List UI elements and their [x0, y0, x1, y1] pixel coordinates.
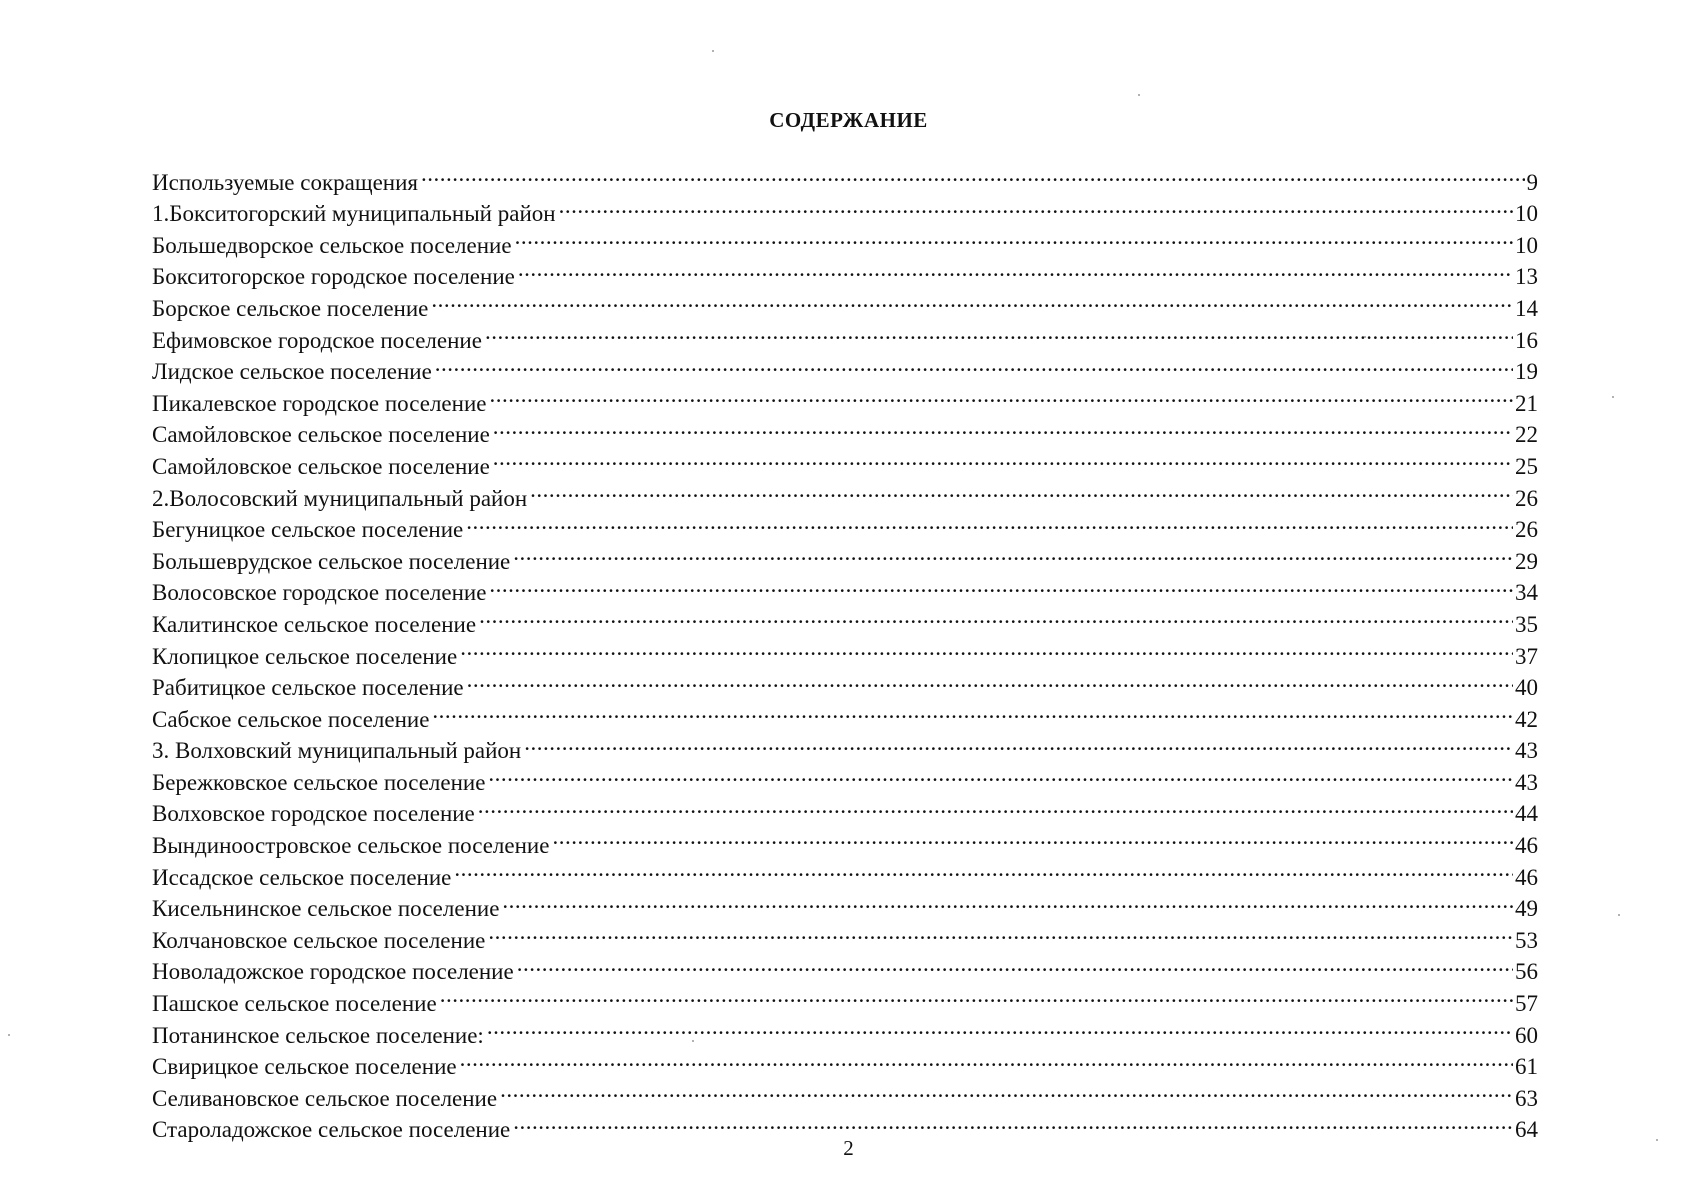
- toc-entry-title: Вындиноостровское сельское поселение: [152, 833, 550, 859]
- toc-entry-page: 26: [1515, 485, 1538, 511]
- toc-dot-leader: [485, 316, 1513, 348]
- toc-dot-leader: [479, 600, 1513, 632]
- toc-dot-leader: [524, 727, 1513, 759]
- toc-entry-title: Староладожское сельское поселение: [152, 1117, 511, 1143]
- toc-dot-leader: [488, 916, 1513, 948]
- toc-dot-leader: [467, 664, 1513, 696]
- toc-entry-page: 25: [1515, 453, 1538, 479]
- toc-entry-page: 46: [1515, 833, 1538, 859]
- toc-entry-title: Используемые сокращения: [152, 169, 418, 195]
- toc-entry-title: Большеврудское сельское поселение: [152, 548, 511, 574]
- toc-dot-leader: [493, 442, 1513, 474]
- toc-dot-leader: [435, 348, 1513, 380]
- toc-dot-leader: [460, 632, 1513, 664]
- toc-entry-title: Волосовское городское поселение: [152, 580, 487, 606]
- toc-dot-leader: [500, 1074, 1513, 1106]
- toc-entry-title: Лидское сельское поселение: [152, 359, 432, 385]
- toc-entry-page: 22: [1515, 422, 1538, 448]
- toc-dot-leader: [517, 948, 1513, 980]
- toc-dot-leader: [432, 695, 1513, 727]
- toc-entry[interactable]: [152, 158, 1538, 195]
- toc-entry-title: Селивановское сельское поселение: [152, 1085, 498, 1111]
- toc-dot-leader: [466, 506, 1513, 538]
- toc-dot-leader: [530, 474, 1513, 506]
- toc-entry-page: 43: [1515, 738, 1538, 764]
- toc-entry-page: 49: [1515, 896, 1538, 922]
- toc-dot-leader: [431, 284, 1513, 316]
- toc-dot-leader: [518, 253, 1513, 285]
- toc-entry-page: 10: [1515, 232, 1538, 258]
- toc-entry-page: 46: [1515, 864, 1538, 890]
- toc-dot-leader: [513, 537, 1513, 569]
- toc-dot-leader: [487, 1011, 1513, 1043]
- toc-entry-title: Сабское сельское поселение: [152, 706, 430, 732]
- toc-dot-leader: [440, 979, 1513, 1011]
- toc-entry-title: Бегуницкое сельское поселение: [152, 517, 464, 543]
- toc-entry-page: 10: [1515, 201, 1538, 227]
- scan-speck: [1612, 396, 1614, 398]
- toc-entry-page: 35: [1515, 611, 1538, 637]
- toc-dot-leader: [489, 569, 1513, 601]
- toc-entry-title: Колчановское сельское поселение: [152, 927, 486, 953]
- toc-entry-page: 37: [1515, 643, 1538, 669]
- scan-speck: [1138, 94, 1140, 96]
- toc-entry-page: 64: [1515, 1117, 1538, 1143]
- page-number: 2: [843, 1136, 854, 1160]
- toc-entry-title: Борское сельское поселение: [152, 295, 429, 321]
- toc-entry-title: Свирицкое сельское поселение: [152, 1054, 457, 1080]
- scan-speck: [692, 1040, 694, 1042]
- toc-entry-page: 26: [1515, 517, 1538, 543]
- toc-entry-page: 42: [1515, 706, 1538, 732]
- scan-speck: [8, 1034, 10, 1036]
- toc-entry-page: 63: [1515, 1085, 1538, 1111]
- toc-entry-page: 21: [1515, 390, 1538, 416]
- toc-entry-title: Самойловское сельское поселение: [152, 422, 490, 448]
- toc-dot-leader: [460, 1043, 1513, 1075]
- scan-speck: [1364, 336, 1366, 338]
- toc-entry-page: 57: [1515, 991, 1538, 1017]
- toc-dot-leader: [489, 379, 1513, 411]
- toc-entry-page: 9: [1526, 169, 1538, 195]
- toc-dot-leader: [513, 1106, 1513, 1138]
- toc-entry-page: 34: [1515, 580, 1538, 606]
- toc-entry-title: 2.Волосовский муниципальный район: [152, 485, 528, 511]
- toc-entry-title: Калитинское сельское поселение: [152, 611, 477, 637]
- toc-entry-title: Самойловское сельское поселение: [152, 453, 490, 479]
- toc-entry-page: 14: [1515, 295, 1538, 321]
- toc-dot-leader: [488, 758, 1513, 790]
- toc-dot-leader: [552, 821, 1513, 853]
- toc-dot-leader: [502, 885, 1513, 917]
- toc-entry-page: 19: [1515, 359, 1538, 385]
- toc-dot-leader: [493, 411, 1513, 443]
- toc-entry-title: Большедворское сельское поселение: [152, 232, 512, 258]
- toc-dot-leader: [515, 221, 1513, 253]
- toc-entry-title: Иссадское сельское поселение: [152, 864, 452, 890]
- toc-entry-title: Рабитицкое сельское поселение: [152, 675, 464, 701]
- page-title: СОДЕРЖАНИЕ: [769, 108, 928, 132]
- toc-entry-page: 60: [1515, 1022, 1538, 1048]
- toc-entry-title: 3. Волховский муниципальный район: [152, 738, 522, 764]
- toc-entry-page: 29: [1515, 548, 1538, 574]
- toc-entry-title: Бережковское сельское поселение: [152, 769, 486, 795]
- toc-entry-title: Волховское городское поселение: [152, 801, 475, 827]
- toc-dot-leader: [478, 790, 1513, 822]
- toc-entry-page: 56: [1515, 959, 1538, 985]
- toc-entry-title: Ефимовское городское поселение: [152, 327, 482, 353]
- toc-entry-page: 61: [1515, 1054, 1538, 1080]
- toc-entry-page: 43: [1515, 769, 1538, 795]
- toc-dot-leader: [421, 158, 1525, 190]
- scan-speck: [1656, 1139, 1658, 1141]
- toc-entry-title: Потанинское сельское поселение:: [152, 1022, 484, 1048]
- toc-dot-leader: [559, 190, 1513, 222]
- toc-entry-title: Кисельнинское сельское поселение: [152, 896, 500, 922]
- toc-entry-title: Пикалевское городское поселение: [152, 390, 487, 416]
- toc-entry-page: 44: [1515, 801, 1538, 827]
- toc-entry-title: Клопицкое сельское поселение: [152, 643, 458, 669]
- toc-entry-page: 53: [1515, 927, 1538, 953]
- toc-entry-page: 40: [1515, 675, 1538, 701]
- toc-entry-title: Бокситогорское городское поселение: [152, 264, 515, 290]
- table-of-contents: [152, 158, 1538, 1143]
- toc-entry-page: 16: [1515, 327, 1538, 353]
- toc-entry-title: 1.Бокситогорский муниципальный район: [152, 201, 556, 227]
- scan-speck: [712, 50, 714, 52]
- toc-entry-title: Новоладожское городское поселение: [152, 959, 514, 985]
- toc-entry-page: 13: [1515, 264, 1538, 290]
- toc-entry-title: Пашское сельское поселение: [152, 991, 437, 1017]
- scan-speck: [1618, 914, 1620, 916]
- toc-dot-leader: [454, 853, 1513, 885]
